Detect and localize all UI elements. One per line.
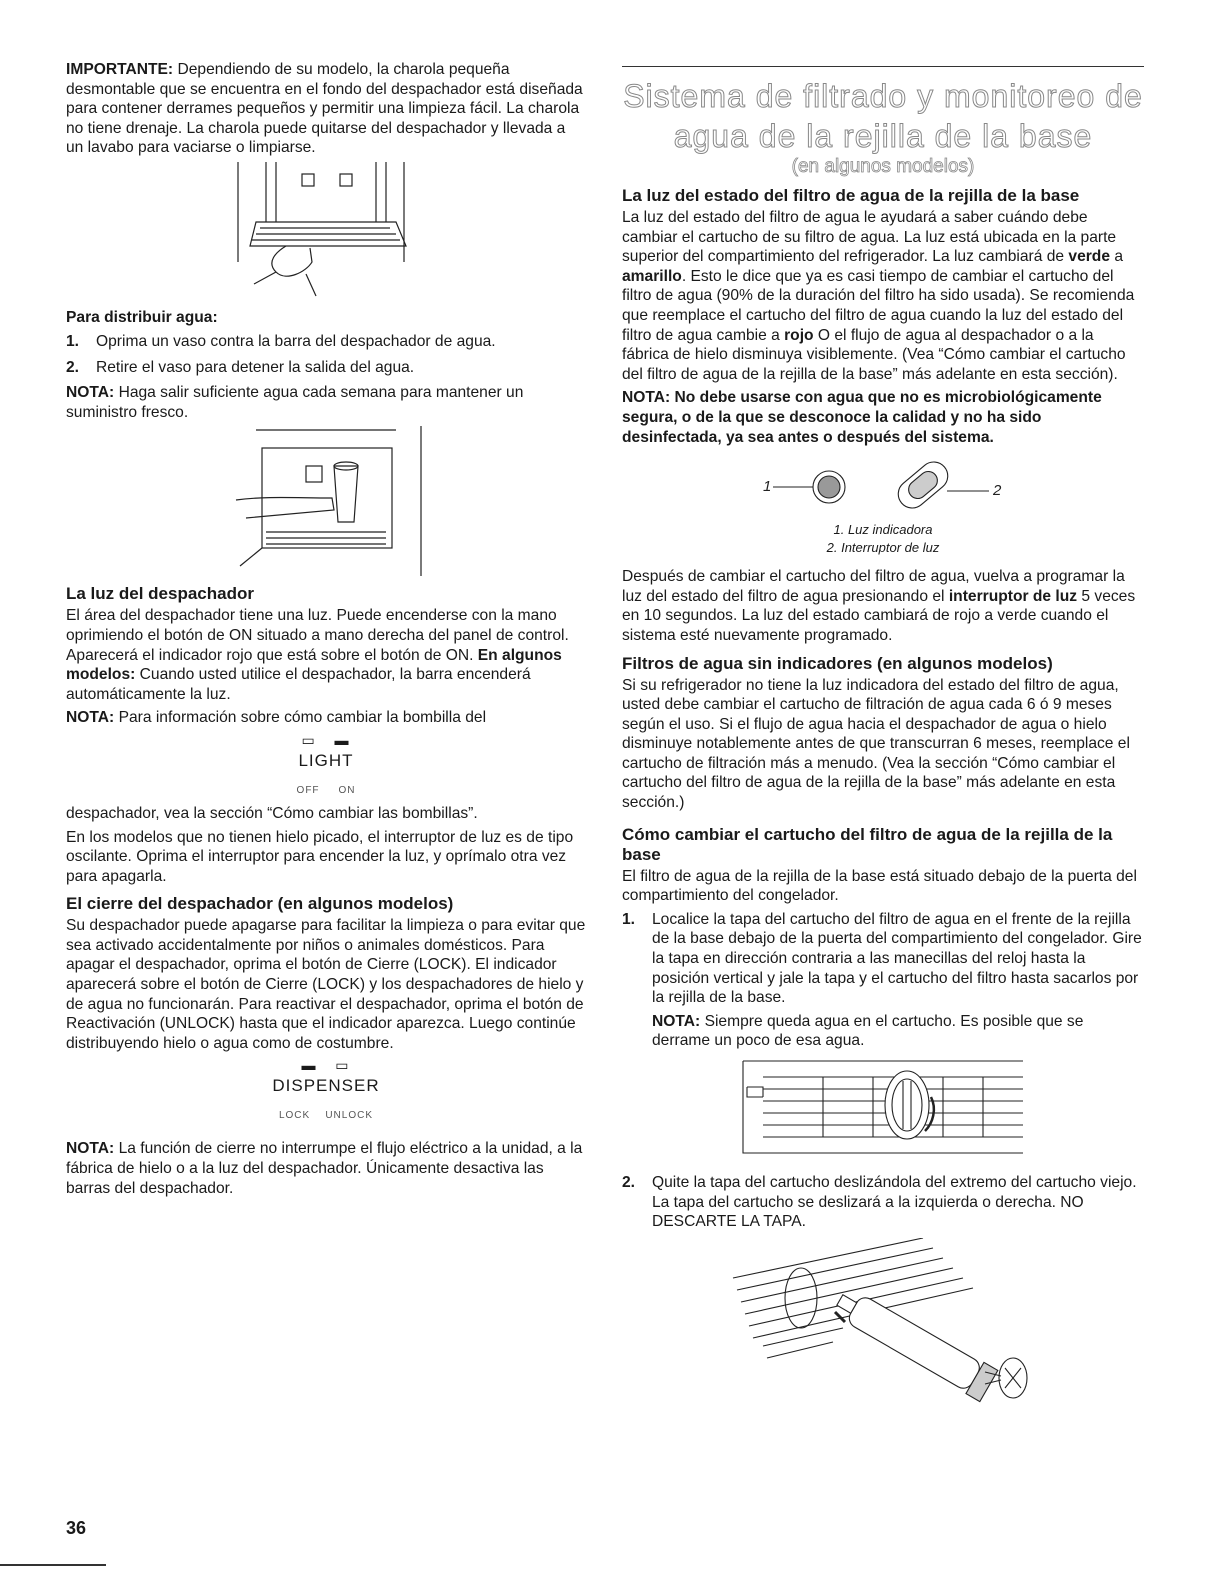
nota-bold-paragraph: NOTA: No debe usarse con agua que no es microbiológicamente segura, o de la que se desconoce la calidad y no ha sido desinfectada, ya sea antes o después del sistema.	[622, 389, 1102, 446]
on-button[interactable]: ON	[338, 784, 356, 796]
nota2-paragraph	[66, 708, 586, 728]
list-item	[622, 1173, 1144, 1232]
step-text: Quite la tapa del cartucho deslizándola del extremo del cartucho viejo. La tapa del cartucho se deslizará a la izquierda o derecha. NO DESCARTE LA TAPA.	[652, 1174, 1137, 1231]
step-number: 2.	[622, 1174, 636, 1191]
light-panel-buttons	[66, 785, 586, 796]
left-column	[66, 60, 586, 1202]
page-number: 36	[66, 1518, 87, 1538]
estado-paragraph	[622, 208, 1144, 384]
cambiar-steps	[622, 910, 1144, 1051]
despues-paragraph	[622, 567, 1144, 645]
nota-text: Siempre queda agua en el cartucho. Es posible que se derrame un poco de esa agua.	[652, 1012, 1084, 1050]
importante-label: IMPORTANTE:	[66, 61, 174, 78]
list-item	[66, 358, 586, 378]
light-panel-title: LIGHT	[298, 750, 354, 770]
importante-text: Dependiendo de su modelo, la charola pequeña desmontable que se encuentra en el fondo del despachador está diseñada para contener derrames pequeños y permitir una limpieza fácil. La charola no tiene drenaje. La charola puede quitarse del despachador y llevada a un lavabo para vaciarse o limpiarse.	[66, 61, 583, 157]
distribuir-heading: Para distribuir agua:	[66, 308, 218, 326]
lock-button[interactable]: LOCK	[278, 1110, 311, 1122]
nota2-continuation: despachador, vea la sección “Cómo cambiar las bombillas”.	[66, 804, 478, 822]
section-title-sub: (en algunos modelos)	[791, 156, 975, 177]
amarillo-word: amarillo	[622, 267, 682, 285]
glass-dispensing-illustration	[226, 426, 426, 576]
list-item	[66, 332, 586, 352]
list-item	[622, 910, 1144, 1051]
indicator-bars: ▬ ▭	[301, 1057, 351, 1074]
cambiar-paragraph: El filtro de agua de la rejilla de la base está situado debajo de la puerta del compartimiento del congelador.	[622, 867, 1137, 905]
luz-text: El área del despachador tiene una luz. Puede encenderse con la mano oprimiendo el botón de ON situado a mano derecha del panel de control. Aparecerá el indicador rojo que está sobre el botón de ON.	[66, 607, 569, 664]
interruptor-bold: interruptor de luz	[948, 587, 1078, 605]
despues-text-2: 5 veces en 10 segundos. La luz del estado cambiará de rojo a verde cuando el sistema esté nuevamente programado.	[622, 587, 1136, 644]
dispenser-panel-title: DISPENSER	[272, 1076, 380, 1096]
rojo-word: rojo	[784, 326, 814, 344]
sin-indicadores-heading: Filtros de agua sin indicadores (en algunos modelos)	[622, 653, 1053, 673]
importante-paragraph	[66, 60, 586, 158]
footer-line	[0, 1564, 106, 1566]
callout-2: 2	[993, 482, 1002, 500]
drip-tray-illustration	[236, 162, 416, 302]
nota-text: La función de cierre no interrumpe el flujo eléctrico a la unidad, a la fábrica de hielo o a la luz del despachador. Únicamente desactiva las barras del despachador.	[66, 1140, 583, 1197]
base-grille-illustration	[733, 1057, 1033, 1157]
nota-text: Para información sobre cómo cambiar la bombilla del	[118, 709, 487, 727]
cartridge-removal-illustration	[723, 1238, 1043, 1408]
step-text: Localice la tapa del cartucho del filtro de agua en el frente de la rejilla de la base debajo de la puerta del compartimiento del congelador. Gire la tapa en dirección contraria a las manecillas del reloj hasta la posición vertical y jale la tapa y el cartucho del filtro hasta sacarlos por la rejilla de la base.	[652, 910, 1142, 1007]
nota-text: Haga salir suficiente agua cada semana para mantener un suministro fresco.	[66, 384, 524, 421]
verde-word: verde	[1068, 248, 1111, 266]
nota-label: NOTA:	[652, 1012, 701, 1030]
nota-label: NOTA:	[66, 384, 115, 402]
nota3-paragraph	[66, 1139, 586, 1198]
luz-text-2: Cuando usted utilice el despachador, la barra encenderá automáticamente la luz.	[66, 666, 531, 703]
estado-heading: La luz del estado del filtro de agua de la rejilla de la base	[622, 186, 1080, 205]
a-word: a	[1114, 248, 1124, 266]
step-number: 1.	[622, 910, 636, 928]
sin-indicadores-paragraph: Si su refrigerador no tiene la luz indicadora del estado del filtro de agua, usted debe cambiar el cartucho de filtración de agua cada 6 ó 9 meses según el uso. Si el flujo de agua hacia el despachador de agua o hielo disminuye notablemente antes de que transcurran 6 meses, reemplace el cartucho de filtración más a menudo. (Vea la sección “Cómo cambiar el cartucho del filtro de agua de la rejilla de la base” más adelante en esta sección.)	[622, 676, 1130, 812]
indicator-switch-illustration	[743, 451, 1023, 521]
estado-text-3: O el flujo de agua al despachador o a la fábrica de hielo disminuya visiblemente. (Vea “Cómo cambiar el cartucho del filtro de agua de la rejilla de la base” más adelante en esta sección).	[622, 326, 1126, 383]
dispenser-panel-buttons	[66, 1110, 586, 1121]
cierre-paragraph: Su despachador puede apagarse para facilitar la limpieza o para evitar que sea activado accidentalmente por niños o animales domésticos. Para apagar el despachador, oprima el botón de Cierre (LOCK). El indicador aparecerá sobre el botón de Cierre (LOCK) y los despachadores de hielo y de agua no funcionarán. Para reactivar el despachador, oprima el botón de Reactivación (UNLOCK) hasta que el indicador aparezca. Luego continúe distribuyendo hielo o agua como de costumbre.	[66, 917, 586, 1052]
luz-bold: En algunos modelos:	[66, 646, 562, 684]
step-number: 2.	[66, 358, 80, 376]
dispenser-control-panel	[66, 1057, 586, 1121]
off-button[interactable]: OFF	[296, 784, 320, 796]
section-title-line-2: agua de la rejilla de la base	[673, 118, 1093, 154]
nota-label: NOTA:	[66, 709, 115, 727]
section-title-line-1: Sistema de filtrado y monitoreo de	[623, 78, 1143, 114]
step-text: Oprima un vaso contra la barra del despachador de agua.	[96, 332, 496, 350]
indicator-bars: ▭ ▬	[301, 731, 351, 748]
distribuir-steps	[66, 332, 586, 377]
step-text: Retire el vaso para detener la salida del agua.	[96, 358, 415, 376]
estado-text: La luz del estado del filtro de agua le ayudará a saber cuándo debe cambiar el cartucho de su filtro de agua. La luz está ubicada en la parte superior del compartimiento del refrigerador. La luz cambiará de	[622, 209, 1117, 266]
estado-text-2: . Esto le dice que ya es casi tiempo de cambiar el cartucho del filtro de agua (90% de la duración del filtro ha sido usada). Se recomienda que reemplace el cartucho del filtro de agua cuando la luz del estado del filtro de agua cambie a	[622, 267, 1135, 344]
despues-text: Después de cambiar el cartucho del filtro de agua, vuelva a programar la luz del estado del filtro de agua presionando el	[622, 568, 1125, 605]
step1-nota	[652, 1012, 1144, 1051]
nota1-paragraph	[66, 383, 586, 422]
callout-1: 1	[763, 478, 772, 496]
caption-1: 1. Luz indicadora	[833, 522, 933, 538]
cierre-heading: El cierre del despachador (en algunos modelos)	[66, 894, 454, 914]
step-number: 1.	[66, 332, 80, 350]
light-control-panel	[66, 732, 586, 796]
nota-label: NOTA:	[66, 1140, 115, 1158]
picado-paragraph: En los modelos que no tienen hielo picado, el interruptor de luz es de tipo oscilante. Oprima el interruptor para encender la luz, y oprímalo otra vez para apagarla.	[66, 828, 574, 885]
cambiar-heading: Cómo cambiar el cartucho del filtro de agua de la rejilla de la base	[622, 824, 1113, 864]
luz-heading: La luz del despachador	[66, 584, 254, 604]
caption-2: 2. Interruptor de luz	[826, 540, 940, 556]
right-column	[622, 60, 1144, 1408]
unlock-button[interactable]: UNLOCK	[325, 1110, 374, 1122]
cambiar-steps-2	[622, 1173, 1144, 1232]
luz-paragraph	[66, 606, 586, 704]
